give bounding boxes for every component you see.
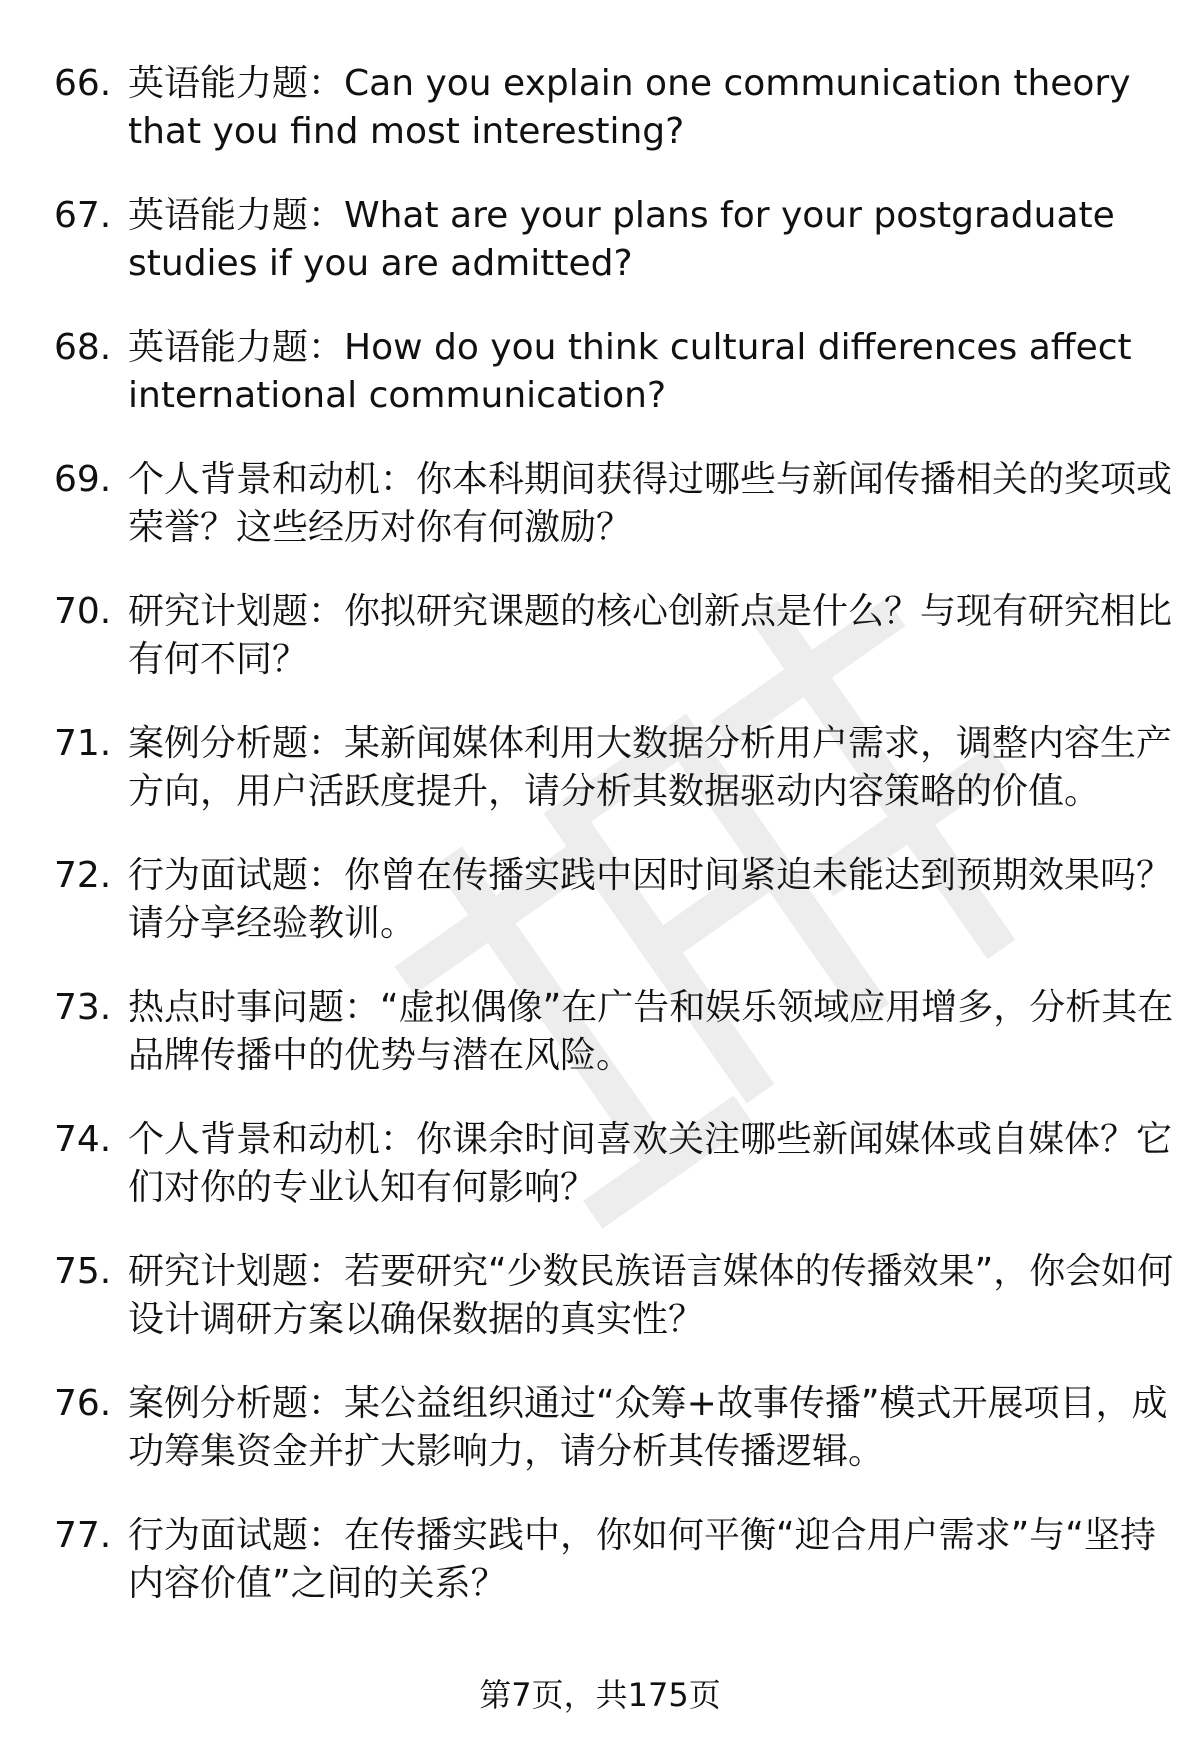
question-text: 案例分析题：某公益组织通过“众筹+故事传播”模式开展项目，成功筹集资金并扩大影响力，请分析其传播逻辑。 [128, 1383, 1168, 1472]
question-item-69 [54, 456, 1173, 588]
question-item-70 [54, 588, 1173, 720]
question-item-77 [54, 1512, 1164, 1644]
page-footer: 第7页，共175页 [479, 1676, 721, 1714]
question-number: 76. [54, 1383, 112, 1424]
question-number: 70. [54, 591, 112, 632]
question-text: 热点时事问题：“虚拟偶像”在广告和娱乐领域应用增多，分析其在品牌传播中的优势与潜在风险。 [128, 987, 1174, 1076]
question-item-71 [54, 720, 1173, 852]
question-text: 行为面试题：在传播实践中，你如何平衡“迎合用户需求”与“坚持内容价值”之间的关系？ [128, 1515, 1156, 1604]
question-text: 个人背景和动机：你本科期间获得过哪些与新闻传播相关的奖项或荣誉？这些经历对你有何激励？ [128, 459, 1173, 548]
question-item-76 [54, 1380, 1168, 1512]
question-number: 77. [54, 1515, 112, 1556]
question-item-72 [54, 852, 1173, 984]
question-number: 68. [54, 327, 112, 368]
question-item-68 [54, 324, 1164, 456]
question-text: 行为面试题：你曾在传播实践中因时间紧迫未能达到预期效果吗？请分享经验教训。 [128, 855, 1173, 944]
question-text: 英语能力题：How do you think cultural differences affect international communication? [128, 327, 1132, 416]
question-item-75 [54, 1248, 1174, 1380]
question-text: 研究计划题：你拟研究课题的核心创新点是什么？与现有研究相比有何不同？ [128, 591, 1173, 680]
question-number: 74. [54, 1119, 112, 1160]
question-number: 66. [54, 63, 112, 104]
question-text: 英语能力题：Can you explain one communication theory that you find most interesting? [128, 63, 1131, 152]
question-text: 个人背景和动机：你课余时间喜欢关注哪些新闻媒体或自媒体？它们对你的专业认知有何影响？ [128, 1119, 1173, 1208]
question-item-67 [54, 192, 1164, 324]
question-list [54, 60, 1174, 1644]
question-item-66 [54, 60, 1164, 192]
question-number: 72. [54, 855, 112, 896]
question-text: 研究计划题：若要研究“少数民族语言媒体的传播效果”，你会如何设计调研方案以确保数据的真实性？ [128, 1251, 1174, 1340]
question-item-74 [54, 1116, 1173, 1248]
question-number: 67. [54, 195, 112, 236]
question-number: 75. [54, 1251, 112, 1292]
question-number: 73. [54, 987, 112, 1028]
question-number: 69. [54, 459, 112, 500]
question-text: 案例分析题：某新闻媒体利用大数据分析用户需求，调整内容生产方向，用户活跃度提升，请分析其数据驱动内容策略的价值。 [128, 723, 1173, 812]
question-item-73 [54, 984, 1174, 1116]
question-number: 71. [54, 723, 112, 764]
question-text: 英语能力题：What are your plans for your postgraduate studies if you are admitted? [128, 195, 1115, 284]
